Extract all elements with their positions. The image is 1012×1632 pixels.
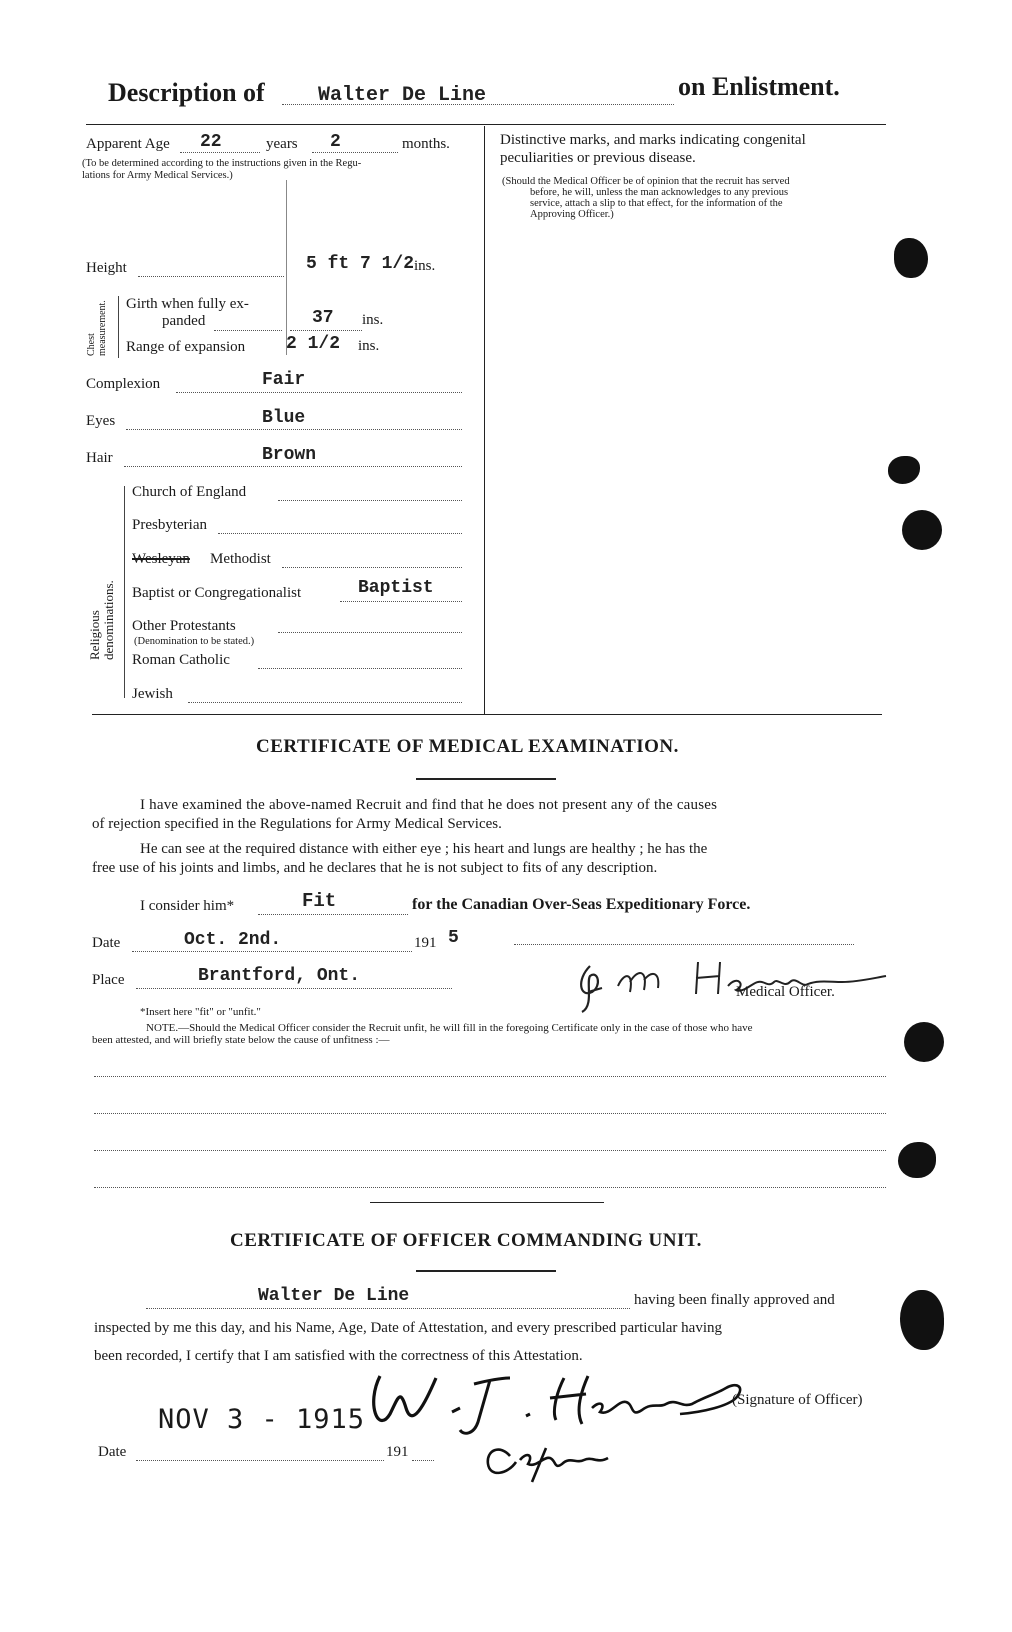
medical-place-line <box>136 988 452 989</box>
age-note-line1: (To be determined according to the instructions given in the Regu- <box>82 158 362 169</box>
religious-denominations-label: Religious denominations. <box>87 580 116 660</box>
marks-heading-line1: Distinctive marks, and marks indicating congenital <box>500 132 806 148</box>
commanding-name-value: Walter De Line <box>258 1286 410 1306</box>
medical-para1-line1: I have examined the above-named Recruit and find that he does not present any of the causes <box>140 797 718 813</box>
commanding-line3: been recorded, I certify that I am satisfied with the correctness of this Attestation. <box>94 1348 583 1364</box>
complexion-line <box>176 392 462 393</box>
consider-suffix: for the Canadian Over-Seas Expeditionary Force. <box>412 896 751 913</box>
girth-value-line <box>290 330 362 331</box>
roman-catholic: Roman Catholic <box>132 652 230 668</box>
hair-label: Hair <box>86 450 113 466</box>
height-box-divider <box>286 180 287 355</box>
girth-line-left <box>214 330 282 331</box>
marks-heading-line2: peculiarities or previous disease. <box>500 150 696 166</box>
consider-label: I consider him* <box>140 898 235 914</box>
methodist-line <box>282 567 462 568</box>
age-years-line <box>180 152 260 153</box>
baptist-line <box>340 601 462 602</box>
girth-label-1: Girth when fully ex- <box>126 296 249 312</box>
medical-officer-signature <box>568 952 894 1016</box>
methodist: Methodist <box>210 551 271 567</box>
commanding-line1-suffix: having been finally approved and <box>634 1292 835 1308</box>
chest-brace <box>118 296 119 358</box>
age-months-line <box>312 152 398 153</box>
medical-year-prefix: 191 <box>414 935 437 951</box>
eyes-label: Eyes <box>86 413 116 429</box>
officer-signature-line <box>514 944 854 945</box>
unfitness-line-1 <box>94 1076 886 1077</box>
range-unit: ins. <box>358 338 380 354</box>
commanding-title-underline <box>416 1270 556 1272</box>
girth-value: 37 <box>312 308 334 328</box>
marks-note-line3: service, attach a slip to that effect, for the information of the <box>530 198 783 209</box>
commanding-year-prefix: 191 <box>386 1444 409 1460</box>
age-note-line2: lations for Army Medical Services.) <box>82 170 233 181</box>
commanding-date-label: Date <box>98 1444 127 1460</box>
hair-value: Brown <box>262 445 317 465</box>
jewish: Jewish <box>132 686 173 702</box>
eyes-value: Blue <box>262 408 306 428</box>
marks-note-line1: (Should the Medical Officer be of opinion that the recruit has served <box>502 176 790 187</box>
medical-para2-line2: free use of his joints and limbs, and he declares that he is not subject to fits of any description. <box>92 860 658 876</box>
unfit-note-line2: been attested, and will briefly state below the cause of unfitness :— <box>92 1034 390 1046</box>
range-value: 2 1/2 <box>286 334 341 354</box>
age-months-value: 2 <box>330 132 341 152</box>
religion-brace <box>124 486 125 698</box>
hair-line <box>124 466 462 467</box>
church-of-england: Church of England <box>132 484 247 500</box>
church-line <box>278 500 462 501</box>
fit-value: Fit <box>302 890 337 912</box>
girth-label-2: panded <box>162 313 206 329</box>
apparent-age-label: Apparent Age <box>86 136 170 152</box>
baptist-label: Baptist or Congregationalist <box>132 585 302 601</box>
jewish-line <box>188 702 462 703</box>
medical-officer-label: Medical Officer. <box>736 984 835 1000</box>
other-protestants: Other Protestants <box>132 618 236 634</box>
punch-hole-1 <box>894 238 928 278</box>
header-prefix: Description of <box>108 78 265 107</box>
age-years-value: 22 <box>200 132 222 152</box>
other-protestants-note: (Denomination to be stated.) <box>134 636 255 647</box>
consider-line <box>258 914 408 915</box>
other-protestants-line <box>278 632 462 633</box>
stamp-date: NOV 3 - 1915 <box>158 1404 366 1435</box>
complexion-value: Fair <box>262 370 306 390</box>
punch-hole-3 <box>902 510 942 550</box>
medical-date-value: Oct. 2nd. <box>184 930 282 950</box>
section-rule-2 <box>370 1202 604 1203</box>
medical-place-value: Brantford, Ont. <box>198 966 361 986</box>
commanding-line2: inspected by me this day, and his Name, Age, Date of Attestation, and every prescribed particular having <box>94 1320 723 1336</box>
medical-para2-line1: He can see at the required distance with either eye ; his heart and lungs are healthy ; he has the <box>140 841 708 857</box>
presbyterian-line <box>218 533 462 534</box>
commanding-name-line <box>146 1308 630 1309</box>
complexion-label: Complexion <box>86 376 161 392</box>
section-rule <box>92 714 882 715</box>
medical-year-digit: 5 <box>448 928 459 948</box>
medical-certificate-title: CERTIFICATE OF MEDICAL EXAMINATION. <box>256 736 679 757</box>
roman-catholic-line <box>258 668 462 669</box>
wesleyan: Wesleyan <box>132 551 190 567</box>
medical-title-underline <box>416 778 556 780</box>
header-rule <box>86 124 886 125</box>
unfitness-line-4 <box>94 1187 886 1188</box>
insert-note: *Insert here "fit" or "unfit." <box>140 1006 261 1018</box>
eyes-line <box>126 429 462 430</box>
signature-of-officer-label: (Signature of Officer) <box>732 1392 863 1408</box>
unfitness-line-3 <box>94 1150 886 1151</box>
commanding-date-line <box>136 1460 384 1461</box>
punch-hole-5 <box>898 1142 936 1178</box>
marks-note-line2: before, he will, unless the man acknowledges to any previous <box>530 187 789 198</box>
presbyterian: Presbyterian <box>132 517 207 533</box>
baptist-value: Baptist <box>358 578 434 598</box>
header-suffix: on Enlistment. <box>678 72 840 101</box>
height-line <box>138 276 284 277</box>
medical-para1-line2: of rejection specified in the Regulations for Army Medical Services. <box>92 816 502 832</box>
punch-hole-6 <box>900 1290 944 1350</box>
chest-measurement-label: Chest measurement. <box>86 300 108 356</box>
recruit-name: Walter De Line <box>318 84 487 107</box>
marks-note-line4: Approving Officer.) <box>530 209 614 220</box>
years-label: years <box>266 136 298 152</box>
medical-date-line <box>132 951 412 952</box>
medical-date-label: Date <box>92 935 121 951</box>
height-value: 5 ft 7 1/2 <box>306 254 415 274</box>
medical-place-label: Place <box>92 972 125 988</box>
unfitness-line-2 <box>94 1113 886 1114</box>
commanding-year-line <box>412 1460 434 1461</box>
height-unit: ins. <box>414 258 436 274</box>
punch-hole-2 <box>888 456 920 484</box>
range-label: Range of expansion <box>126 339 246 355</box>
months-label: months. <box>402 136 450 152</box>
punch-hole-4 <box>904 1022 944 1062</box>
unfit-note-line1: NOTE.—Should the Medical Officer consider the Recruit unfit, he will fill in the foregoing Certificate only in the case of those who have <box>146 1022 753 1034</box>
girth-unit: ins. <box>362 312 384 328</box>
height-label: Height <box>86 260 127 276</box>
commanding-certificate-title: CERTIFICATE OF OFFICER COMMANDING UNIT. <box>230 1230 702 1251</box>
commanding-officer-signature <box>360 1364 760 1484</box>
column-divider <box>484 126 485 714</box>
